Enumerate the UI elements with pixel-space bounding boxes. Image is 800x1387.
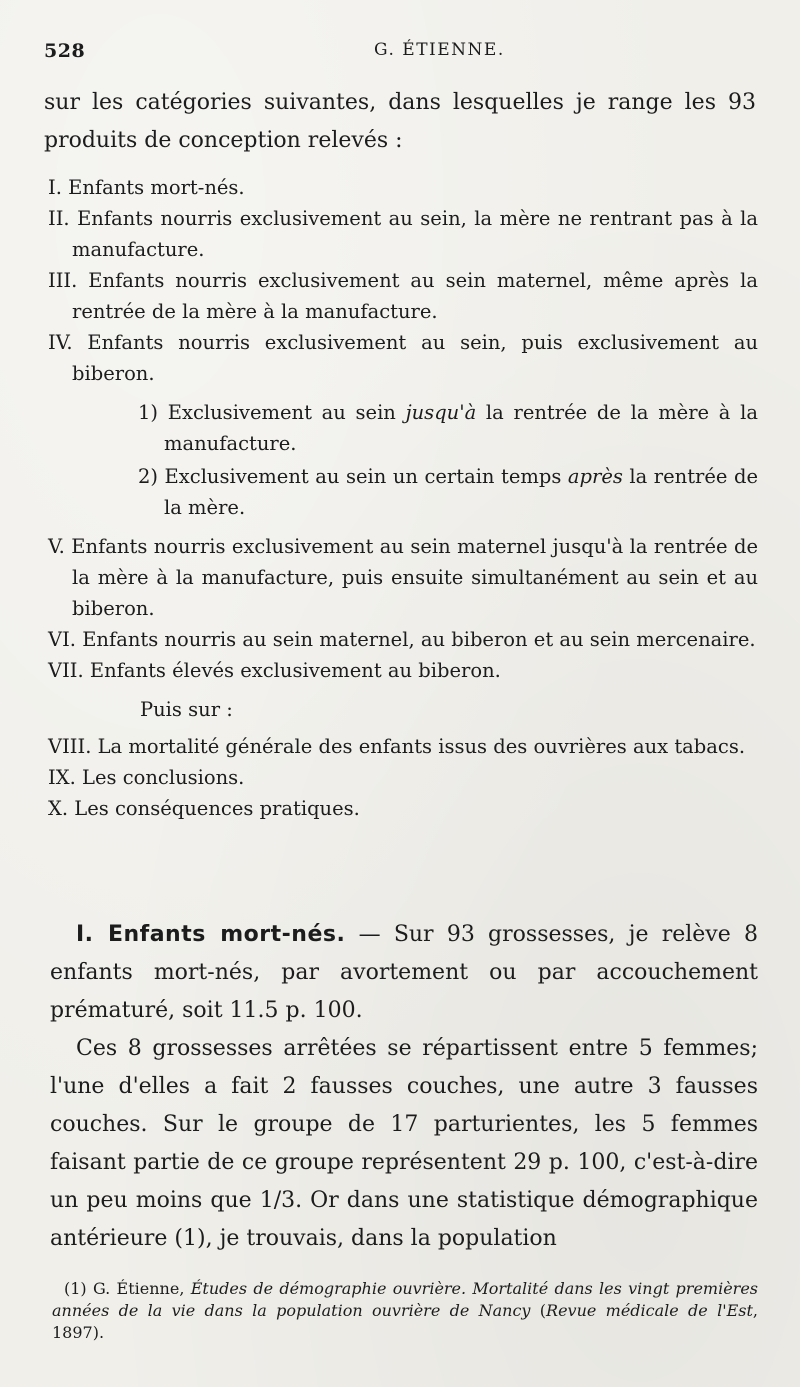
running-head: G. ÉTIENNE. bbox=[374, 40, 505, 60]
sublist-item bbox=[138, 397, 758, 459]
list-item bbox=[48, 327, 758, 389]
section-lead-text: — Sur 93 grossesses, je relève 8 enfants mort-nés, par avortement ou par accouchement prématuré, soit 11.5 p. 100. bbox=[50, 922, 758, 1023]
footnote-journal: Revue médicale de l'Est bbox=[546, 1301, 753, 1320]
puis-sur-label: Puis sur : bbox=[140, 698, 233, 721]
list-item bbox=[48, 531, 758, 624]
list-item-number: I. bbox=[48, 176, 62, 199]
list-item bbox=[48, 265, 758, 327]
footnote-paren: ( bbox=[530, 1301, 547, 1320]
list-item-text: La mortalité générale des enfants issus des ouvrières aux tabacs. bbox=[97, 735, 746, 758]
list-item-number: III. bbox=[48, 269, 78, 292]
list-item-number: VIII. bbox=[48, 735, 92, 758]
list-item-text: Les conséquences pratiques. bbox=[74, 797, 360, 820]
subcategory-list bbox=[138, 397, 758, 523]
emphasis-text: après bbox=[567, 465, 623, 488]
list-item bbox=[48, 624, 758, 655]
list-item-number: IX. bbox=[48, 766, 76, 789]
footnote-mark: (1) G. Étienne, bbox=[64, 1279, 191, 1298]
list-item bbox=[48, 655, 758, 686]
list-item-text: Enfants nourris exclusivement au sein, puis exclusivement au biberon. bbox=[72, 331, 758, 385]
sublist-item-text: la rentrée de la mère à la manufacture. bbox=[164, 401, 758, 455]
sublist-item-number: 1) bbox=[138, 401, 159, 424]
list-item bbox=[48, 172, 758, 203]
list-item-number: X. bbox=[48, 797, 69, 820]
list-item-text: Enfants nourris exclusivement au sein maternel, même après la rentrée de la mère à la manufacture. bbox=[72, 269, 758, 323]
footnote bbox=[52, 1278, 758, 1344]
section-mort-nes bbox=[50, 916, 758, 1258]
sublist-item bbox=[138, 461, 758, 523]
list-item bbox=[48, 793, 758, 824]
page-header bbox=[44, 40, 756, 70]
list-item-text: Enfants nourris exclusivement au sein maternel jusqu'à la rentrée de la mère à la manufacture, puis ensuite simultanément au sein et au biberon. bbox=[71, 535, 758, 620]
list-item-text: Enfants nourris au sein maternel, au biberon et au sein mercenaire. bbox=[82, 628, 756, 651]
list-item-number: V. bbox=[48, 535, 65, 558]
sublist-item-text: Exclusivement au sein bbox=[167, 401, 406, 424]
section-title: I. Enfants mort-nés. bbox=[76, 922, 346, 947]
sublist-item-text: la rentrée de la mère. bbox=[164, 465, 758, 519]
list-item-text: Enfants mort-nés. bbox=[68, 176, 245, 199]
list-item-text: Les conclusions. bbox=[82, 766, 245, 789]
category-list bbox=[44, 172, 758, 824]
list-item bbox=[48, 731, 758, 762]
section-first-paragraph bbox=[50, 916, 758, 1030]
footnote-title: Études de démographie ouvrière. Mortalité dans les vingt premières années de la vie dans la population ouvrière de Nancy bbox=[52, 1279, 759, 1320]
sublist-item-number: 2) bbox=[138, 465, 159, 488]
page-number: 528 bbox=[44, 40, 86, 62]
list-item-number: VI. bbox=[48, 628, 76, 651]
list-item-number: IV. bbox=[48, 331, 73, 354]
sublist-item-text: Exclusivement au sein un certain temps bbox=[164, 465, 568, 488]
list-item-text: Enfants nourris exclusivement au sein, la mère ne rentrant pas à la manufacture. bbox=[72, 207, 758, 261]
list-item bbox=[48, 762, 758, 793]
emphasis-text: jusqu'à bbox=[405, 401, 477, 424]
list-item-number: II. bbox=[48, 207, 70, 230]
list-item bbox=[48, 203, 758, 265]
list-item-number: VII. bbox=[48, 659, 84, 682]
intro-paragraph: sur les catégories suivantes, dans lesquelles je range les 93 produits de conception relevés : bbox=[44, 90, 756, 153]
footnote-tail: , 1897). bbox=[52, 1301, 759, 1342]
section-paragraph: Ces 8 grossesses arrêtées se répartissent entre 5 femmes; l'une d'elles a fait 2 fausses couches, une autre 3 fausses couches. Sur le groupe de 17 parturientes, les 5 femmes faisant partie de ce groupe représentent 29 p. 100, c'est-à-dire un peu moins que 1/3. Or dans une statistique démographique antérieure (1), je trouvais, dans la population bbox=[50, 1036, 758, 1251]
list-item-text: Enfants élevés exclusivement au biberon. bbox=[89, 659, 501, 682]
